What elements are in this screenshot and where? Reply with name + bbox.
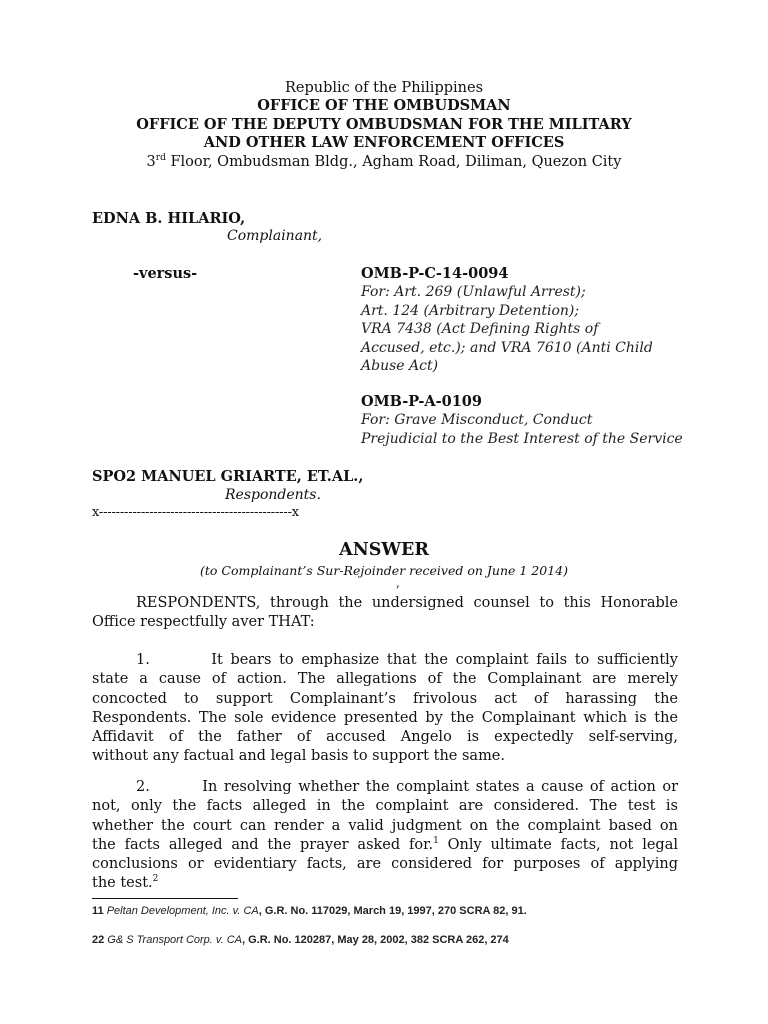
address-floor-suffix: rd bbox=[155, 153, 166, 164]
text-line: 1. It bears to emphasize that the complaint fails to sufficiently bbox=[136, 652, 678, 668]
footnote-1 bbox=[92, 905, 527, 917]
footnote-divider bbox=[92, 898, 238, 899]
document-subtitle: (to Complainant’s Sur-Rejoinder received on June 1 2014) bbox=[200, 563, 568, 578]
respondent-name: SPO2 MANUEL GRIARTE, ET.AL., bbox=[92, 468, 364, 485]
footnote-case-name: Peltan Development, Inc. v. CA bbox=[106, 905, 259, 917]
text-line: Office respectfully aver THAT: bbox=[92, 614, 315, 631]
header-republic: Republic of the Philippines bbox=[284, 80, 484, 96]
address-floor-number: 3 bbox=[146, 154, 156, 170]
case-block-2 bbox=[361, 392, 683, 448]
paragraph-2 bbox=[92, 778, 678, 894]
intro-paragraph bbox=[92, 594, 678, 633]
case-charge-line: VRA 7438 (Act Defining Rights of bbox=[361, 321, 599, 337]
case-number-2: OMB-P-A-0109 bbox=[361, 393, 482, 410]
footnote-citation: , G.R. No. 120287, May 28, 2002, 382 SCRA 262, 274 bbox=[241, 934, 509, 946]
text-line: conclusions or evidentiary facts, are considered for purposes of applying bbox=[92, 856, 678, 873]
footnote-number: 22 bbox=[92, 934, 108, 946]
text-line: RESPONDENTS, through the undersigned counsel to this Honorable bbox=[136, 595, 678, 611]
respondent-role: Respondents. bbox=[225, 487, 321, 503]
text-line: state a cause of action. The allegations of the Complainant are merely bbox=[92, 671, 678, 688]
text-segment: the test. bbox=[92, 875, 153, 892]
footnote-number: 11 bbox=[92, 905, 107, 917]
case-block-1 bbox=[361, 264, 653, 376]
text-line: 2. In resolving whether the complaint states a cause of action or bbox=[136, 779, 678, 795]
document-title: ANSWER bbox=[339, 540, 429, 560]
text-segment: the facts alleged and the prayer asked for. bbox=[92, 836, 434, 853]
text-line: not, only the facts alleged in the complaint are considered. The test is bbox=[92, 798, 678, 815]
text-line: concocted to support Complainant’s frivolous act of harassing the bbox=[92, 690, 678, 707]
header-deputy-office-1: OFFICE OF THE DEPUTY OMBUDSMAN FOR THE MILITARY bbox=[136, 116, 632, 133]
caption-separator: x----------------------------------------------x bbox=[92, 505, 299, 520]
text-line: without any factual and legal basis to support the same. bbox=[92, 748, 506, 765]
footnote-ref-2[interactable]: 2 bbox=[152, 874, 159, 885]
text-line: Affidavit of the father of accused Angelo is expectedly self-serving, bbox=[92, 729, 678, 746]
footnote-citation: , G.R. No. 117029, March 19, 1997, 270 SCRA 82, 91. bbox=[258, 905, 527, 917]
case-charge-line: Accused, etc.); and VRA 7610 (Anti Child bbox=[361, 339, 653, 356]
text-line: Respondents. The sole evidence presented by the Complainant which is the bbox=[92, 709, 678, 726]
complainant-role: Complainant, bbox=[227, 228, 323, 244]
stray-comma: , bbox=[396, 576, 400, 590]
header-office: OFFICE OF THE OMBUDSMAN bbox=[257, 97, 511, 114]
case-charge-line: For: Grave Misconduct, Conduct bbox=[361, 412, 593, 428]
text-line: whether the court can render a valid judgment on the complaint based on bbox=[92, 817, 678, 834]
case-number-1: OMB-P-C-14-0094 bbox=[361, 265, 509, 282]
case-charge-line: Prejudicial to the Best Interest of the Service bbox=[361, 430, 683, 447]
case-charge-line: Abuse Act) bbox=[361, 358, 439, 374]
footnote-case-name: G& S Transport Corp. v. CA bbox=[107, 934, 242, 946]
paragraph-1 bbox=[92, 651, 678, 767]
text-line-with-footnote bbox=[92, 874, 678, 893]
text-segment: Only ultimate facts, not legal bbox=[438, 836, 678, 853]
versus-label: -versus- bbox=[133, 265, 198, 282]
header-deputy-office-2: AND OTHER LAW ENFORCEMENT OFFICES bbox=[203, 134, 565, 151]
address-text: Floor, Ombudsman Bldg., Agham Road, Diliman, Quezon City bbox=[165, 154, 622, 170]
footnote-2 bbox=[92, 934, 509, 946]
footnote-ref-1[interactable]: 1 bbox=[433, 836, 439, 847]
header-address bbox=[0, 153, 768, 171]
text-line-with-footnote bbox=[92, 836, 678, 855]
case-charge-line: For: Art. 269 (Unlawful Arrest); bbox=[361, 284, 586, 300]
complainant-name: EDNA B. HILARIO, bbox=[92, 210, 246, 227]
case-charge-line: Art. 124 (Arbitrary Detention); bbox=[361, 302, 580, 319]
